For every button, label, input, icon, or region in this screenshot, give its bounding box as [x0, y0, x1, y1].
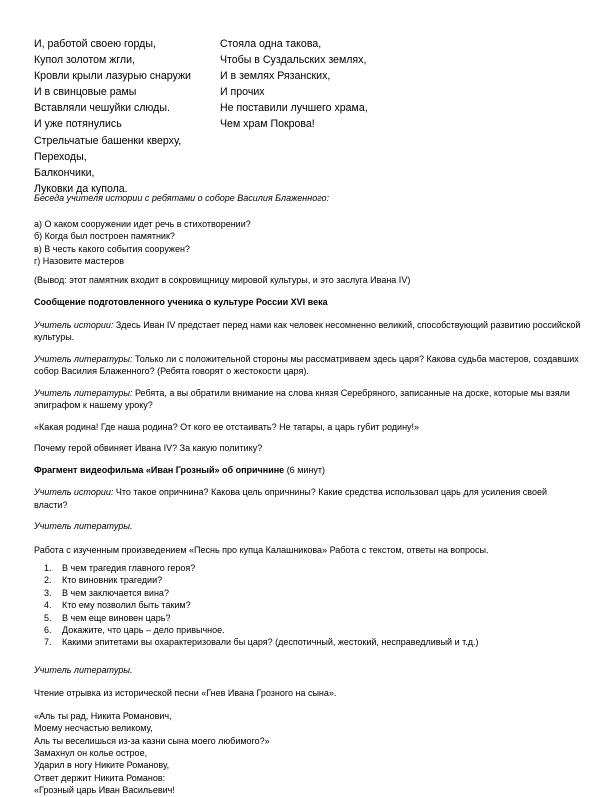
poem-line: Стояла одна такова,: [220, 38, 322, 50]
document-page: [34, 36, 582, 797]
poem-line: И уже потянулись: [34, 118, 122, 131]
conclusion-line: (Вывод: этот памятник входит в сокровищницу мировой культуры, и это заслуга Ивана IV): [34, 274, 411, 285]
paragraph-text: Только ли с положительной стороны мы рассматриваем здесь царя? Какова судьба мастеров, создавших собор Василия Блаженного? (Ребята говорят о жестокости царя).: [34, 353, 579, 376]
paragraph-literature-teacher: [34, 387, 582, 412]
poem-line: Купол золотом жгли,: [34, 54, 135, 67]
verse-line: Замахнул он колье острое,: [34, 748, 148, 759]
epigraph-quote: «Какая родина! Где наша родина? От кого ее отстаивать? Не татары, а царь губит родину!»: [34, 421, 420, 432]
poem-line: И, работой своею горды,: [34, 38, 156, 50]
list-item: 2. Кто виновник трагедии?: [54, 574, 582, 586]
poem-line: Чем храм Покрова!: [220, 118, 315, 131]
reading-line: Чтение отрывка из исторической песни «Гнев Ивана Грозного на сына».: [34, 688, 337, 699]
poem-line: И прочих: [220, 86, 265, 99]
paragraph-history-teacher: [34, 319, 582, 344]
speaker-label: Учитель литературы.: [34, 664, 133, 675]
poem-line: Балкончики,: [34, 166, 95, 179]
work-line: Работа с изученным произведением «Песнь про купца Калашникова» Работа с текстом, ответы на вопросы.: [34, 544, 489, 555]
paragraph-text: Здесь Иван IV предстает перед нами как человек несомненно великий, способствующий развитию российской культуры.: [34, 319, 581, 342]
poem-line: Переходы,: [34, 150, 87, 163]
paragraph-text: Что такое опричнина? Какова цель опричнины? Какие средства использовал царь для усиления своей власти?: [34, 487, 547, 510]
question-item: а) О каком сооружении идет речь в стихотворении?: [34, 218, 251, 229]
poem-line: Луковки да купола.: [34, 182, 128, 195]
poem-column-left: [34, 36, 191, 197]
list-item: 1. В чем трагедия главного героя?: [54, 562, 582, 574]
verse-line: «Аль ты рад, Никита Романович,: [34, 710, 172, 721]
question-item: в) В честь какого события сооружен?: [34, 243, 190, 254]
list-item: 7. Какими эпитетами вы охарактеризовали бы царя? (деспотичный, жестокий, несправедливый и т.д.): [54, 636, 582, 648]
poem-line: Не поставили лучшего храма,: [220, 102, 368, 115]
list-item: 5. В чем еще виновен царь?: [54, 612, 582, 624]
section-heading: [34, 464, 582, 477]
paragraph-history-teacher: [34, 486, 582, 511]
speaker-label: Учитель истории:: [34, 487, 114, 497]
verse-line: Ударил в ногу Никите Романову,: [34, 760, 170, 771]
list-item: 3. В чем заключается вина?: [54, 587, 582, 599]
list-item: 4. Кто ему позволил быть таким?: [54, 599, 582, 611]
speaker-label: Учитель литературы.: [34, 521, 133, 531]
poem-block: [34, 36, 582, 194]
heading-bold: Фрагмент видеофильма «Иван Грозный» об опричнине: [34, 464, 285, 475]
poem-line: Стрельчатые башенки кверху,: [34, 134, 182, 147]
intro-line: Беседа учителя истории с ребятами о соборе Василия Блаженного:: [34, 193, 330, 203]
verse-line: Аль ты веселишься из-за казни сына моего любимого?»: [34, 735, 270, 746]
poem-column-right: [220, 36, 368, 133]
verse-line: «Грозный царь Иван Васильевич!: [34, 785, 175, 796]
speaker-label: Учитель литературы:: [34, 387, 133, 398]
numbered-question-list: [34, 562, 582, 649]
paragraph-literature-teacher: [34, 353, 582, 378]
question-item: б) Когда был построен памятник?: [34, 231, 175, 241]
question-line: Почему герой обвиняет Ивана IV? За какую политику?: [34, 443, 263, 453]
question-list: [34, 218, 582, 268]
verse-line: Ответ держит Никита Романов:: [34, 772, 166, 783]
heading-note: (6 минут): [284, 464, 325, 475]
list-item: 6. Докажите, что царь – дело привычное.: [54, 624, 582, 636]
poem-line: Вставляли чешуйки слюды.: [34, 102, 170, 115]
poem-line: И в землях Рязанских,: [220, 70, 331, 83]
paragraph-text: Ребята, а вы обратили внимание на слова князя Серебряного, записанные на доске, которые мы взяли эпиграфом к нашему уроку?: [34, 387, 570, 410]
speaker-label: Учитель истории:: [34, 319, 114, 330]
verse-line: Моему несчастью великому,: [34, 723, 153, 734]
section-heading: Сообщение подготовленного ученика о культуре России XVI века: [34, 297, 328, 307]
question-item: г) Назовите мастеров: [34, 256, 125, 266]
verse-block: [34, 710, 582, 797]
poem-line: Чтобы в Суздальских землях,: [220, 54, 367, 67]
poem-line: Кровли крыли лазурью снаружи: [34, 70, 191, 83]
poem-line: И в свинцовые рамы: [34, 86, 137, 99]
speaker-label: Учитель литературы:: [34, 353, 133, 364]
